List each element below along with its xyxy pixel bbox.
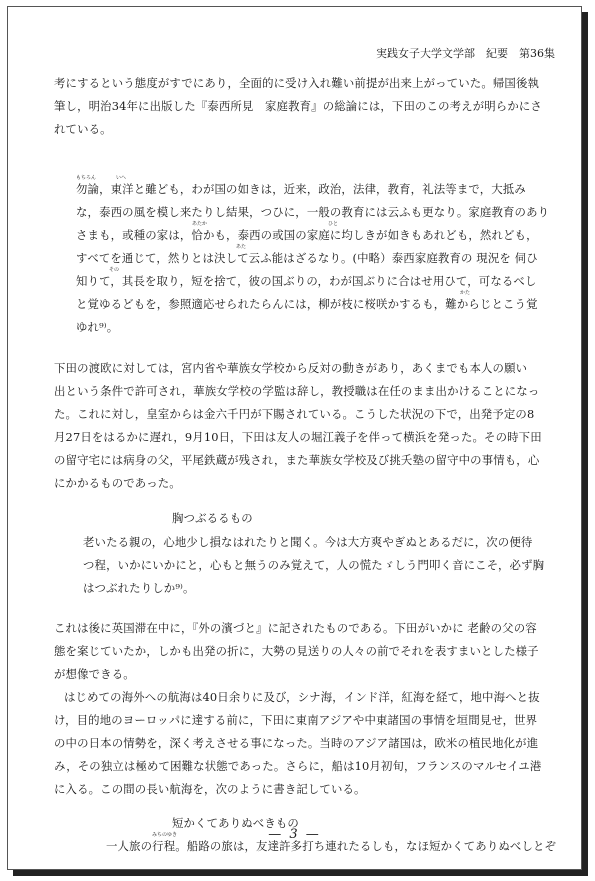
poem-title: 胸つぶるるもの [172, 511, 253, 525]
body-line: 態を案じていたか，しかも出発の折に，大勢の見送りの人々の前でそれを表すまいとした様子 [54, 644, 539, 658]
ruby-sono: その [109, 267, 120, 273]
body-line: み，その独立は極めて困難な状態であった。さらに，船は10月初旬，フランスのマルセイユ港 [54, 759, 542, 773]
body-line: 下田の渡欧に対しては，宮内省や華族女学校から反対の動きがあり，あくまでも本人の願い [54, 361, 528, 375]
quote-line: 勿論，東洋と雖ども，わが国の如きは，近来，政治，法律，教育，礼法等まで，大抵み [76, 182, 526, 196]
ruby-mochiron: もちろん [76, 175, 97, 181]
body-line: に入る。この間の長い航海を，次のように書き記している。 [54, 782, 366, 796]
ruby-iedomo: いへ [116, 175, 127, 181]
body-line: 月27日をはるかに遅れ，9月10日，下田は友人の堀江義子を伴って横浜を発った。その時下田 [54, 430, 542, 444]
body-line: これは後に英国滞在中に，『外の濱づと』に記されたものである。下田がいかに 老齢の父の容 [54, 621, 537, 635]
ruby-atakamo: あたか [192, 221, 208, 227]
body-line: の留守宅には病身の父，平尾鉄蔵が残され，また華族女学校及び挑夭塾の留守中の事情も，心 [54, 453, 540, 467]
quote-line: ゆれ⁹⁾。 [76, 320, 119, 334]
body-line: 筆し，明治34年に出版した『泰西所見 家庭教育』の総論には，下田のこの考えが明らかにさ [54, 99, 542, 113]
body-line: が想像できる。 [54, 667, 135, 681]
poem-line: つ程，いかにいかにと，心もと無うのみ覚えて，人の慌たゞしう門叩く音にこそ，必ず胸 [83, 558, 545, 572]
body-line: れている。 [54, 122, 112, 136]
quote-line: さまも，或種の家は，恰かも，泰西の或国の家庭に均しきが如きもあれども，然れども， [76, 228, 538, 242]
ruby-kata: かた [460, 290, 471, 296]
ruby-hitoshiki: ひと [328, 221, 339, 227]
quote-line: すべてを通じて，然りとは決して云ふ能はざるなり。(中略）泰西家庭教育の 現況を 伺ひ [76, 251, 538, 265]
body-line: 考にするという態度がすでにあり，全面的に受け入れ難い前提が出来上がっていた。帰国後執 [54, 76, 540, 90]
running-header: 実践女子大学文学部 紀要 第36集 [376, 47, 555, 60]
body-line: の中の日本の情勢を，深く考えさせる事になった。当時のアジア諸国は，欧米の植民地化が進 [54, 736, 539, 750]
quote-line: と覚ゆるどもを，参照適応せられたらんには，柳が枝に桜咲かするも，難からじとこう覚 [76, 297, 538, 311]
page-number: — 3 — [268, 827, 321, 842]
poem-line: 老いたる親の，心地少し損なはれたりと聞く。今は大方爽やぎぬとあるだに，次の便待 [83, 535, 533, 549]
body-line: にかかるものであった。 [54, 476, 181, 490]
poem-line: 一人旅の行程。船路の旅は，友達許多打ち連れたるしも，なほ短かくてありぬべしとぞ [106, 839, 557, 853]
quote-line: な，泰西の風を模し来たりし結果，つひに，一般の教育には云ふも更なり。家庭教育のあり [76, 205, 550, 219]
poem-line: はつぶれたりしか⁹⁾。 [83, 581, 195, 595]
body-line: け，目的地のヨーロッパに達する前に，下田に東南アジアや中東諸国の事情を垣間見せ，世界 [54, 713, 538, 727]
poem-title: 短かくてありぬべきもの [172, 816, 299, 830]
ruby-atawa: あた [236, 244, 247, 250]
quote-line: 知りて，其長を取り，短を捨て，彼の国ぶりの，わが国ぶりに合はせ用ひて，可なるべし [76, 274, 537, 288]
document-page [7, 6, 582, 870]
ruby-michinoyuki: みちのゆき [152, 832, 178, 838]
body-line: 出という条件で許可され，華族女学校の学監は辞し，教授職は在任のまま出かけることになっ [54, 384, 540, 398]
body-line: た。これに対し，皇室からは金六千円が下賜されている。こうした状況の下で，出発予定の8 [54, 407, 535, 421]
body-line: はじめての海外への航海は40日余りに及び，シナ海，インド洋，紅海を経て，地中海へと抜 [64, 690, 540, 704]
